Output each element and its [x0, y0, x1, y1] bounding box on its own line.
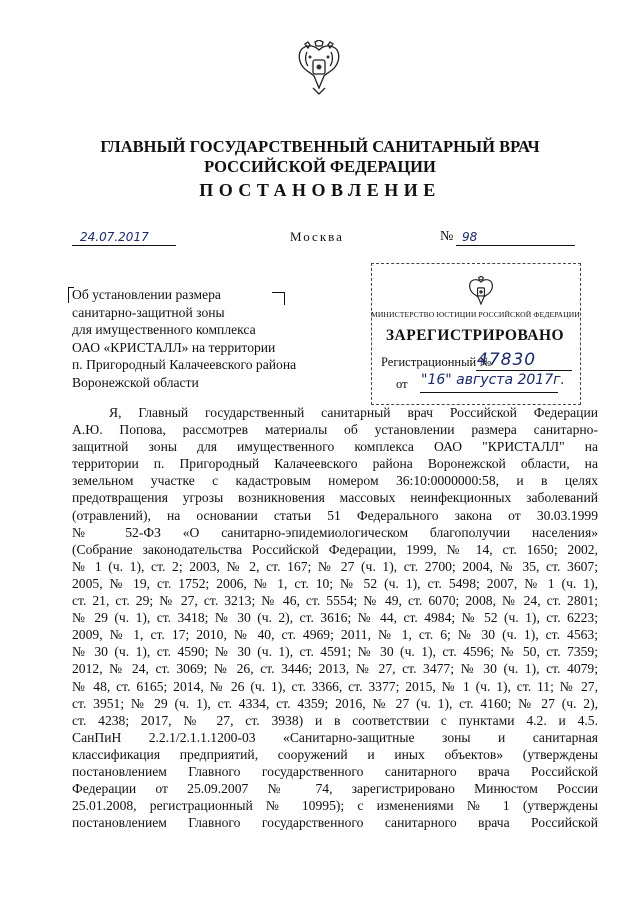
subject-line: п. Пригородный Калачеевского района: [72, 357, 297, 373]
stamp-reg-date: "16" августа 2017г.: [421, 372, 565, 388]
stamp-from-label: от: [396, 377, 408, 391]
body-line: № 48, ст. 6165; 2014, № 26 (ч. 1), ст. 3366, ст. 3377; 2015, № 1 (ч. 1), ст. 11; № 27,: [72, 678, 598, 694]
document-type-title: ПОСТАНОВЛЕНИЕ: [199, 180, 441, 200]
document-number-label: №: [440, 229, 454, 244]
body-line: предотвращения угрозы возникновения массовых неинфекционных заболеваний: [72, 490, 598, 506]
body-line: постановлением Главного государственного санитарного врача Российской: [72, 815, 598, 831]
issuer-title-line-2: РОССИЙСКОЙ ФЕДЕРАЦИИ: [204, 157, 436, 176]
subject-line: ОАО «КРИСТАЛЛ» на территории: [72, 339, 276, 355]
body-line: 2005, № 19, ст. 1752; 2006, № 1, ст. 10; № 52 (ч. 1), ст. 5498; 2007, № 1 (ч. 1),: [72, 575, 598, 591]
body-line: Я, Главный государственный санитарный врач Российской Федерации: [109, 405, 598, 420]
stamp-reg-number: 47830: [477, 350, 537, 370]
body-line: ст. 3951; № 29 (ч. 1), ст. 4334, ст. 4359; 2016, № 27 (ч. 1), ст. 4160; № 27 (ч. 2),: [72, 695, 598, 711]
body-line: (отравлений), на основании статьи 51 Федерального закона от 30.03.1999: [72, 507, 598, 523]
body-line: земельном участке с кадастровым номером 36:10:0000000:58, и в целях: [72, 473, 598, 489]
body-line: 25.01.2008, регистрационный № 10995); с изменениями № 1 (утверждены: [72, 798, 598, 814]
document-subject: [72, 286, 322, 392]
document-number: 98: [456, 229, 575, 246]
body-line: классификация предприятий, сооружений и иных объектов» (утверждены: [72, 746, 598, 762]
subject-line: санитарно-защитной зоны: [72, 304, 225, 320]
stamp-emblem-icon: [466, 276, 496, 309]
body-line: СанПиН 2.2.1/2.1.1.1200-03 «Санитарно-защитные зоны и санитарная: [72, 729, 598, 745]
stamp-reg-date-underline: [420, 392, 558, 393]
body-line: № 30 (ч. 1), ст. 4590; № 30 (ч. 1), ст. 4591; № 30 (ч. 1), ст. 4596; № 50, ст. 7359;: [72, 644, 598, 660]
body-line: № 29 (ч. 1), ст. 3418; № 30 (ч. 2), ст. 3616; № 44, ст. 4984; № 52 (ч. 1), ст. 6223;: [72, 610, 598, 626]
body-line: № 1 (ч. 1), ст. 2; 2003, № 2, ст. 167; № 27 (ч. 1), ст. 2700; 2004, № 35, ст. 3607;: [72, 558, 598, 574]
stamp-reg-number-label: Регистрационный №: [381, 355, 492, 369]
body-line: 2012, № 24, ст. 3069; № 26, ст. 3446; 2013, № 27, ст. 3477; № 30 (ч. 1), ст. 4079;: [72, 661, 598, 677]
body-line: территории п. Пригородный Калачеевского района Воронежской области, на: [72, 456, 598, 472]
body-line: А.Ю. Попова, рассмотрев материалы об установлении размера санитарно-: [72, 422, 598, 438]
document-date: 24.07.2017: [72, 229, 176, 246]
body-line: (Собрание законодательства Российской Федерации, 1999, № 14, ст. 1650; 2002,: [72, 541, 598, 557]
body-line: защитной зоны для имущественного комплекса ОАО "КРИСТАЛЛ" на: [72, 439, 598, 455]
stamp-registered-label: ЗАРЕГИСТРИРОВАНО: [385, 327, 565, 344]
issuer-title-line-1: ГЛАВНЫЙ ГОСУДАРСТВЕННЫЙ САНИТАРНЫЙ ВРАЧ: [100, 137, 540, 156]
subject-line: Воронежской области: [72, 374, 199, 390]
body-line: постановлением Главного государственного санитарного врача Российской: [72, 763, 598, 779]
body-line: ст. 21, ст. 29; № 27, ст. 3213; № 46, ст. 5554; № 49, ст. 6070; 2008, № 24, ст. 2801;: [72, 593, 598, 609]
subject-line: Об установлении размера: [72, 287, 221, 302]
body-line: 2009, № 1, ст. 17; 2010, № 40, ст. 4969; 2011, № 1, ст. 6; № 30 (ч. 1), ст. 4563;: [72, 627, 598, 643]
body-line: ст. 4238; 2017, № 27, ст. 3938) и в соответствии с пунктами 4.2. и 4.5.: [72, 712, 598, 728]
coat-of-arms-emblem: [293, 40, 345, 96]
body-line: Федерации от 25.09.2007 № 74, зарегистрировано Минюстом России: [72, 781, 598, 797]
body-line: № 52-ФЗ «О санитарно-эпидемиологическом благополучии населения»: [72, 524, 598, 540]
document-body: [72, 404, 598, 831]
stamp-reg-number-underline: [476, 370, 572, 371]
subject-line: для имущественного комплекса: [72, 322, 256, 338]
stamp-ministry-name: МИНИСТЕРСТВО ЮСТИЦИИ РОССИЙСКОЙ ФЕДЕРАЦИИ: [371, 310, 580, 319]
document-city: Москва: [290, 229, 344, 244]
